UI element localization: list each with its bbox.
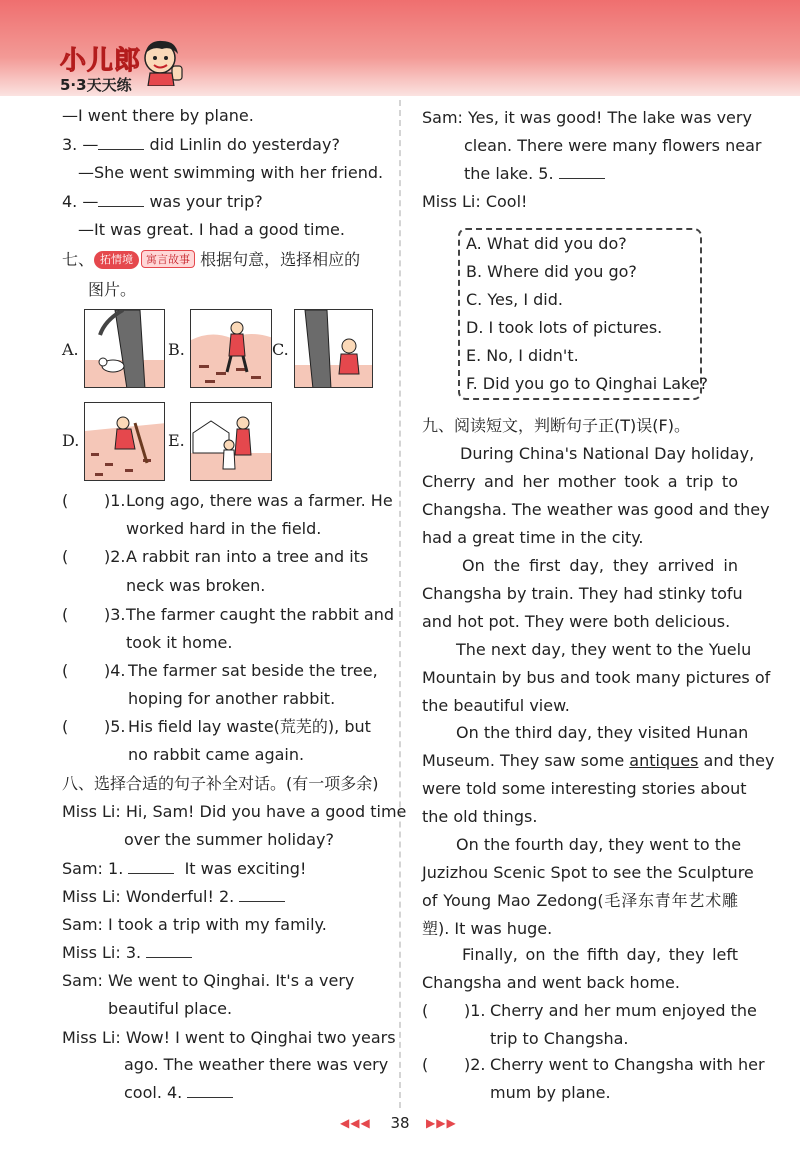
fill-blank[interactable]	[128, 859, 174, 874]
fill-blank[interactable]	[239, 887, 285, 902]
question-3	[62, 135, 340, 157]
item-7-2	[62, 547, 369, 569]
picture-b-farmer-field[interactable]	[190, 309, 272, 388]
passage-line: On the first day, they arrived in	[462, 556, 738, 575]
passage-line: On the third day, they visited Hunan	[456, 723, 749, 742]
option-c[interactable]: C. Yes, I did.	[466, 290, 563, 309]
picture-a-rabbit-hits-tree[interactable]	[84, 309, 165, 388]
dialogue-line-blank-4	[124, 1083, 233, 1105]
answer-paren[interactable]: (	[62, 547, 69, 566]
dialogue-line: Sam: Yes, it was good! The lake was very	[422, 108, 752, 127]
item-7-4	[62, 661, 378, 683]
passage-line: 塑). It was huge.	[422, 919, 553, 938]
dialogue-line-blank-3	[62, 943, 192, 965]
logo-subtitle: 5·3天天练	[60, 76, 132, 94]
picture-label-e: E.	[168, 431, 185, 450]
passage-line: During China's National Day holiday,	[460, 444, 755, 463]
item-text: Long ago, there was a farmer. He	[126, 491, 393, 510]
right-arrows-icon: ▶▶▶	[426, 1116, 457, 1130]
picture-e-farmer-home[interactable]	[190, 402, 272, 481]
option-b[interactable]: B. Where did you go?	[466, 262, 637, 281]
dialogue-line-cont: beautiful place.	[108, 999, 233, 1018]
item-text: The farmer sat beside the tree,	[128, 661, 378, 680]
section-7-heading	[62, 250, 360, 272]
question-number: 4. —	[62, 192, 99, 211]
question-text: did Linlin do yesterday?	[149, 135, 340, 154]
item-number: )3.	[104, 605, 126, 624]
answer-paren[interactable]: (	[422, 1055, 429, 1074]
passage-line: were told some interesting stories about	[422, 779, 747, 798]
passage-line: Changsha and went back home.	[422, 973, 680, 992]
section-9-heading: 九、阅读短文，判断句子正(T)误(F)。	[422, 416, 690, 435]
fable-badge: 寓言故事	[141, 250, 195, 268]
passage-line: Changsha by train. They had stinky tofu	[422, 584, 743, 603]
context-badge: 拓情境	[94, 251, 139, 269]
item-number: )1.	[464, 1001, 486, 1020]
passage-text: and they	[703, 751, 775, 770]
underlined-word-antiques: antiques	[629, 751, 699, 770]
mascot-boy-icon	[138, 36, 186, 86]
picture-label-c: C.	[272, 340, 289, 359]
farmer-working-icon	[191, 310, 272, 388]
picture-label-d: D.	[62, 431, 80, 450]
question-text: was your trip?	[149, 192, 263, 211]
dialogue-line-cont: over the summer holiday?	[124, 830, 335, 849]
section-instruction-cont: 图片。	[88, 280, 137, 299]
dialogue-line: Miss Li: Wow! I went to Qinghai two years	[62, 1028, 396, 1047]
passage-line-antiques	[422, 751, 775, 773]
option-e[interactable]: E. No, I didn't.	[466, 346, 579, 365]
item-text-cont: no rabbit came again.	[128, 745, 305, 764]
passage-line: had a great time in the city.	[422, 528, 644, 547]
section-instruction: 根据句意，选择相应的	[200, 250, 361, 269]
item-number: )1.	[104, 491, 126, 510]
answer-paren[interactable]: (	[62, 491, 69, 510]
dialogue-line: Sam: I took a trip with my family.	[62, 915, 327, 934]
passage-line: the beautiful view.	[422, 696, 570, 715]
passage-line: and hot pot. They were both delicious.	[422, 612, 731, 631]
page-number: 38	[390, 1114, 410, 1132]
picture-label-b: B.	[168, 340, 185, 359]
passage-line: Changsha. The weather was good and they	[422, 500, 770, 519]
item-7-5	[62, 717, 371, 739]
fill-blank[interactable]	[98, 135, 144, 150]
item-text-cont: trip to Changsha.	[490, 1029, 629, 1048]
passage-line: On the fourth day, they went to the	[456, 835, 742, 854]
fill-blank[interactable]	[146, 943, 192, 958]
speaker-prompt: Sam: 1.	[62, 859, 124, 878]
dialogue-line: Miss Li: Cool!	[422, 192, 528, 211]
dialogue-line-cont: clean. There were many flowers near	[464, 136, 762, 155]
rabbit-tree-icon	[85, 310, 165, 388]
item-text-cont: neck was broken.	[126, 576, 266, 595]
answer-paren[interactable]: (	[422, 1001, 429, 1020]
dialogue-line: Miss Li: Hi, Sam! Did you have a good time	[62, 802, 407, 821]
item-text: Cherry went to Changsha with her	[490, 1055, 765, 1074]
item-text-cont: mum by plane.	[490, 1083, 611, 1102]
item-number: )4.	[104, 661, 126, 680]
item-number: )2.	[464, 1055, 486, 1074]
item-number: )2.	[104, 547, 126, 566]
answer-line: —I went there by plane.	[62, 106, 254, 125]
section-number: 七、	[62, 250, 95, 269]
fill-blank[interactable]	[98, 192, 144, 207]
answer-line: —She went swimming with her friend.	[78, 163, 384, 182]
farmer-home-icon	[191, 403, 272, 481]
answer-paren[interactable]: (	[62, 717, 69, 736]
item-text-cont: worked hard in the field.	[126, 519, 322, 538]
item-number: )5.	[104, 717, 126, 736]
dialogue-text: cool. 4.	[124, 1083, 183, 1102]
option-f[interactable]: F. Did you go to Qinghai Lake?	[466, 374, 709, 393]
section-8-heading: 八、选择合适的句子补全对话。(有一项多余)	[62, 774, 379, 793]
item-text-cont: took it home.	[126, 633, 233, 652]
picture-label-a: A.	[62, 340, 79, 359]
brand-logo	[52, 40, 182, 96]
option-d[interactable]: D. I took lots of pictures.	[466, 318, 663, 337]
passage-line: Finally, on the fifth day, they left	[462, 945, 738, 964]
item-7-3	[62, 605, 395, 627]
page-footer	[0, 1116, 800, 1136]
option-a[interactable]: A. What did you do?	[466, 234, 627, 253]
passage-line: the old things.	[422, 807, 538, 826]
picture-d-farmer-digging[interactable]	[84, 402, 165, 481]
item-text: Cherry and her mum enjoyed the	[490, 1001, 757, 1020]
farmer-waiting-icon	[295, 310, 373, 388]
dialogue-text: the lake. 5.	[464, 164, 554, 183]
passage-line: Juzizhou Scenic Spot to see the Sculpture	[422, 863, 754, 882]
item-7-1	[62, 491, 393, 513]
dialogue-line: Sam: We went to Qinghai. It's a very	[62, 971, 355, 990]
dialogue-line-blank-2	[62, 887, 285, 909]
item-9-2	[422, 1055, 765, 1077]
item-text: His field lay waste(荒芜的), but	[128, 717, 371, 736]
question-number: 3. —	[62, 135, 99, 154]
item-text-cont: hoping for another rabbit.	[128, 689, 336, 708]
logo-title: 小儿郎	[60, 46, 142, 76]
speaker-prompt: Miss Li: Wonderful! 2.	[62, 887, 235, 906]
left-arrows-icon: ◀◀◀	[340, 1116, 371, 1130]
item-text: The farmer caught the rabbit and	[126, 605, 395, 624]
dialogue-line-blank-5	[464, 164, 605, 186]
item-text: A rabbit ran into a tree and its	[126, 547, 369, 566]
picture-c-farmer-waits[interactable]	[294, 309, 373, 388]
passage-text: Museum. They saw some	[422, 751, 625, 770]
fill-blank[interactable]	[559, 164, 605, 179]
farmer-digging-icon	[85, 403, 165, 481]
question-4	[62, 192, 263, 214]
dialogue-line-blank-1	[62, 859, 306, 881]
passage-line: Mountain by bus and took many pictures of	[422, 668, 771, 687]
passage-line: Cherry and her mother took a trip to	[422, 472, 738, 491]
item-9-1	[422, 1001, 757, 1023]
dialogue-text: It was exciting!	[184, 859, 307, 878]
passage-line: of Young Mao Zedong(毛泽东青年艺术雕	[422, 891, 738, 910]
passage-line: The next day, they went to the Yuelu	[456, 640, 752, 659]
speaker-prompt: Miss Li: 3.	[62, 943, 142, 962]
answer-line: —It was great. I had a good time.	[78, 220, 345, 239]
fill-blank[interactable]	[187, 1083, 233, 1098]
answer-paren[interactable]: (	[62, 661, 69, 680]
dialogue-line-cont: ago. The weather there was very	[124, 1055, 389, 1074]
column-divider	[399, 100, 401, 1108]
answer-paren[interactable]: (	[62, 605, 69, 624]
